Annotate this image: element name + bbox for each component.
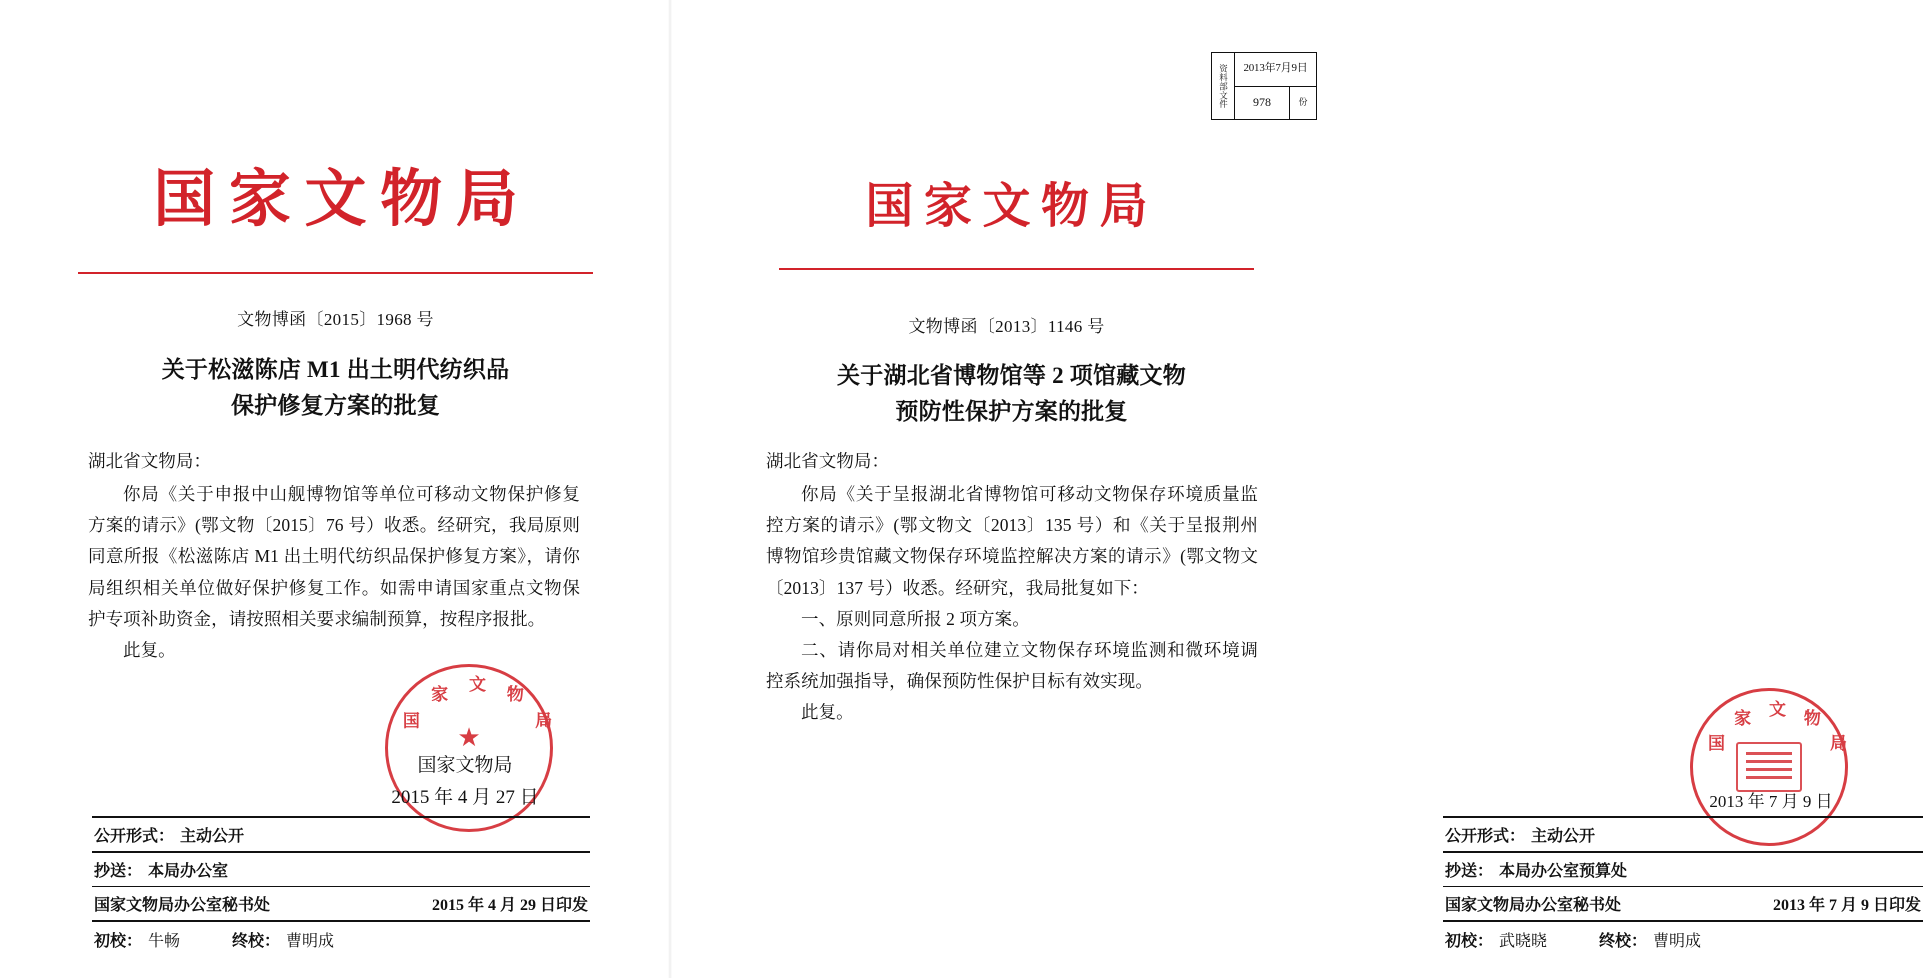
seal-overprint-date: 2013 年 7 月 9 日 <box>1709 792 1833 811</box>
letterhead-red-rule-left <box>78 272 593 274</box>
addressee-left: 湖北省文物局： <box>88 451 212 471</box>
disclosure-label: 公开形式： <box>94 828 175 845</box>
footer-issuer: 国家文物局办公室秘书处 <box>1445 897 1622 914</box>
registration-stamp-suffix: 份 <box>1298 97 1308 108</box>
registration-stamp-date: 2013年7月9日 <box>1235 53 1316 87</box>
final-proof-value: 曹明成 <box>286 932 335 950</box>
final-proof <box>1599 928 1701 951</box>
seal-arc-text-right: 国 家 文 物 局 <box>1707 700 1848 753</box>
document-title-line-2: 预防性保护方案的批复 <box>895 398 1128 424</box>
registration-stamp-vertical-label: 资料部文件 <box>1212 53 1235 119</box>
addressee-right: 湖北省文物局： <box>766 451 890 471</box>
document-page-right <box>671 0 1921 978</box>
seal-overprint-date: 2015 年 4 月 27 日 <box>391 787 539 809</box>
footer-cc-row <box>1443 853 1923 886</box>
seal-overprint-left <box>330 750 600 815</box>
document-page-left <box>0 0 671 978</box>
seal-arc-text-left: 国 家 文 物 局 <box>402 675 553 731</box>
seal-overprint-org: 国家文物局 <box>417 755 513 776</box>
disclosure-value: 主动公开 <box>180 828 245 845</box>
cc-label: 抄送： <box>1445 862 1494 880</box>
final-proof-value: 曹明成 <box>1653 932 1702 950</box>
cc-value: 本局办公室 <box>148 862 229 880</box>
final-proof-label: 终校： <box>1599 932 1648 950</box>
disclosure-label: 公开形式： <box>1445 828 1526 845</box>
first-proof <box>1445 928 1547 951</box>
body-paragraph: 二、请你局对相关单位建立文物保存环境监测和微环境调控系统加强指导，确保预防性保护目标有效实现。 <box>766 639 1258 691</box>
body-paragraph: 一、原则同意所报 2 项方案。 <box>801 608 1030 629</box>
body-paragraph: 此复。 <box>801 702 854 723</box>
footer-proof-row <box>92 922 590 956</box>
final-proof <box>232 928 334 951</box>
letterhead-red-rule-right <box>779 268 1254 270</box>
footer-disclosure-row <box>1443 818 1923 851</box>
footer-issuer: 国家文物局办公室秘书处 <box>94 897 271 914</box>
first-proof-value: 牛畅 <box>148 932 181 950</box>
document-number-right: 文物博函〔2013〕1146 号 <box>908 317 1105 336</box>
footer-issuer-row <box>92 887 590 920</box>
registration-stamp-number: 978 <box>1235 87 1290 120</box>
document-title-line-1: 关于湖北省博物馆等 2 项馆藏文物 <box>837 363 1186 388</box>
document-footer-left <box>92 816 590 956</box>
final-proof-label: 终校： <box>232 932 281 950</box>
first-proof-label: 初校： <box>94 932 143 950</box>
document-body-right <box>766 446 1258 728</box>
footer-print-date: 2015 年 4 月 29 日印发 <box>431 897 588 914</box>
seal-star-icon: ★ <box>457 723 481 753</box>
registration-stamp-fields <box>1235 53 1316 119</box>
letterhead-title-left: 国家文物局 <box>153 162 532 235</box>
body-paragraph: 你局《关于申报中山舰博物馆等单位可移动文物保护修复方案的请示》(鄂文物〔2015〕76 号）收悉。经研究，我局原则同意所报《松滋陈店 M1 出土明代纺织品保护修复方案》，请你局组织相关单位做好保护修复工作。如需申请国家重点文物保护专项补助资金，请按照相关要求编制预算，按程序报批。 <box>88 484 580 629</box>
footer-print-date: 2013 年 7 月 9 日印发 <box>1772 897 1921 914</box>
footer-disclosure-row <box>92 818 590 851</box>
document-title-right <box>741 358 1282 429</box>
registration-stamp-number-row <box>1235 87 1316 120</box>
national-emblem-icon <box>1736 742 1802 792</box>
footer-issuer-row <box>1443 887 1923 920</box>
document-title-left <box>60 352 611 423</box>
document-title-line-1: 关于松滋陈店 M1 出土明代纺织品 <box>161 357 510 382</box>
registration-stamp-box <box>1211 52 1317 120</box>
letterhead-title-right: 国家文物局 <box>865 178 1159 234</box>
seal-overprint-right <box>1671 788 1871 817</box>
first-proof <box>94 928 180 951</box>
disclosure-value: 主动公开 <box>1531 828 1596 845</box>
document-number-left: 文物博函〔2015〕1968 号 <box>237 310 434 329</box>
document-body-left <box>88 446 580 666</box>
cc-label: 抄送： <box>94 862 143 880</box>
body-paragraph: 此复。 <box>123 639 176 660</box>
cc-value: 本局办公室预算处 <box>1499 862 1628 880</box>
footer-cc-row <box>92 853 590 886</box>
first-proof-label: 初校： <box>1445 932 1494 950</box>
document-title-line-2: 保护修复方案的批复 <box>230 392 441 418</box>
first-proof-value: 武晓晓 <box>1499 932 1548 950</box>
body-paragraph: 你局《关于呈报湖北省博物馆可移动文物保存环境质量监控方案的请示》(鄂文物文〔2013〕135 号）和《关于呈报荆州博物馆珍贵馆藏文物保存环境监控解决方案的请示》(鄂文物文〔2013〕137 号）收悉。经研究，我局批复如下： <box>766 484 1258 598</box>
footer-proof-row <box>1443 922 1923 956</box>
document-footer-right <box>1443 816 1923 956</box>
